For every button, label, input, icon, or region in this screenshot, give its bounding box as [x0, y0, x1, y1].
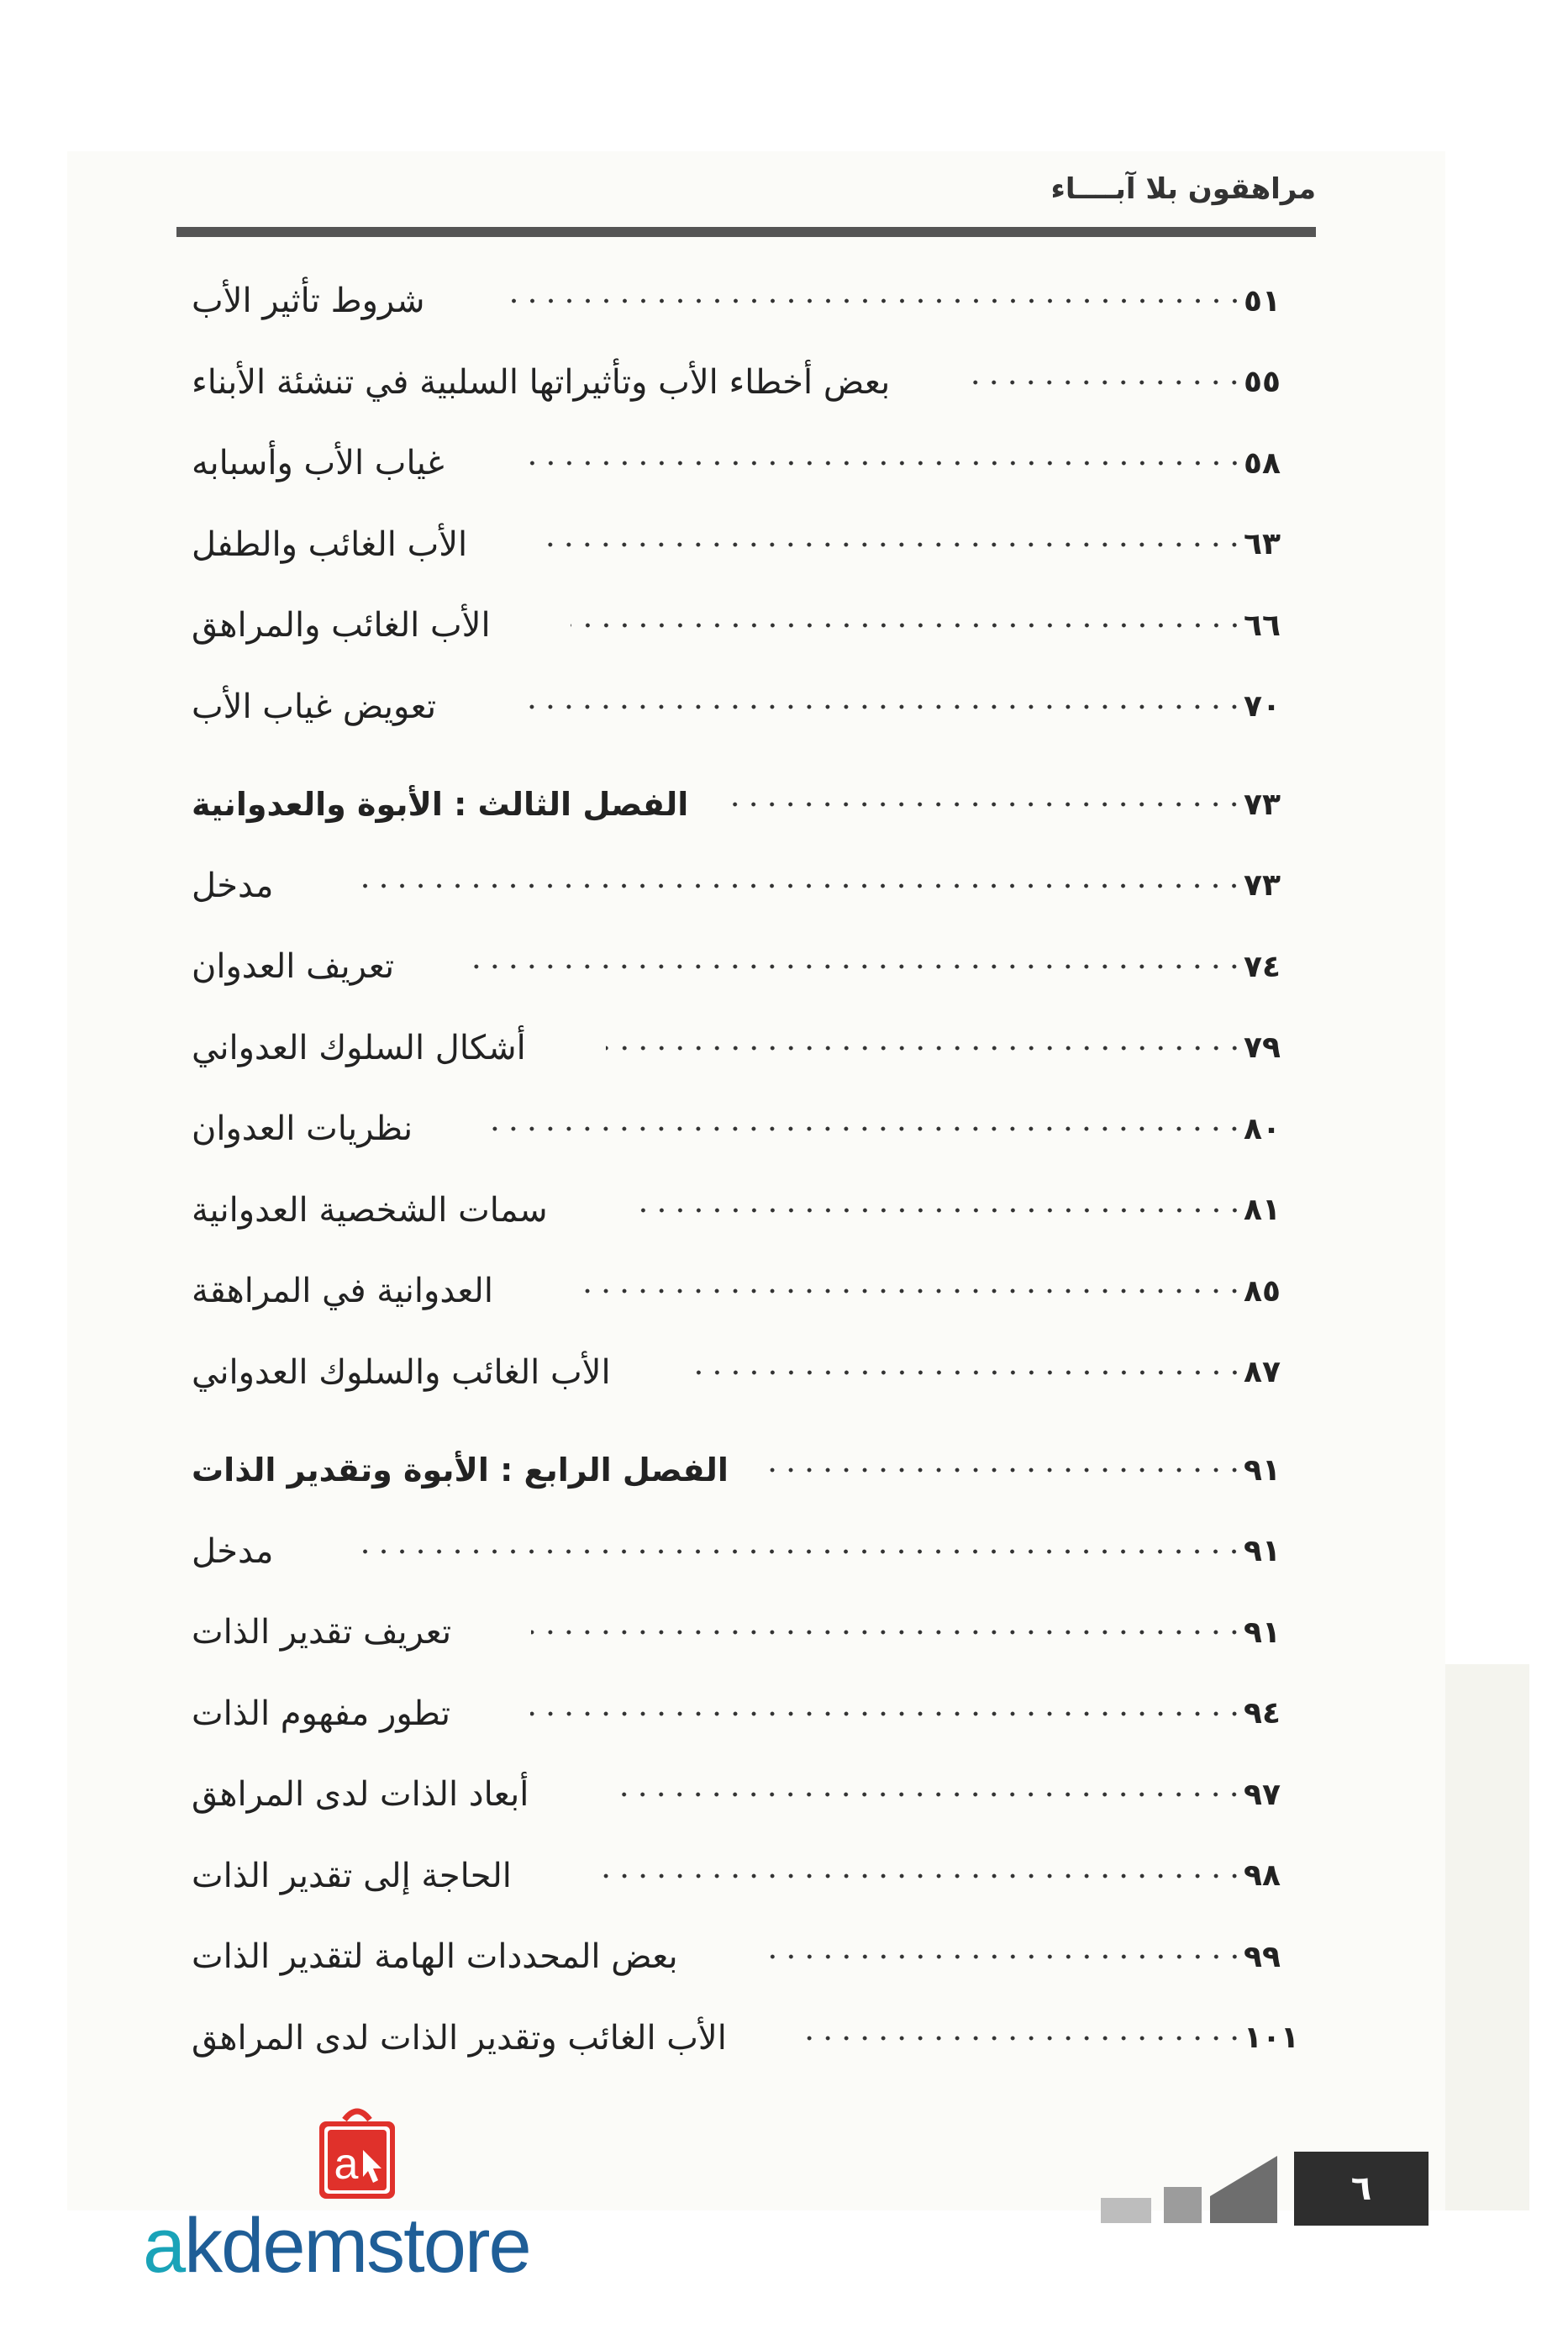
toc-entry-row	[168, 1251, 1319, 1332]
toc-leader-dots	[970, 380, 1244, 385]
toc-title: بعض أخطاء الأب وتأثيراتها السلبية في تنشئة الأبناء	[192, 362, 891, 402]
running-header: مراهقون بلا آبــــاء	[1050, 172, 1316, 206]
toc-leader-dots	[353, 1549, 1244, 1554]
toc-page-number: ٩٤	[1244, 1696, 1281, 1731]
toc-entry-row	[168, 1916, 1319, 1998]
toc-page-number: ٨٧	[1244, 1355, 1281, 1390]
toc-leader-dots	[762, 1467, 1244, 1473]
svg-text:a: a	[334, 2140, 359, 2189]
toc-page-number: ١٠١	[1244, 2021, 1299, 2056]
toc-title: مدخل	[192, 1531, 274, 1571]
toc-entry-row	[168, 667, 1319, 748]
toc-entry-row	[168, 846, 1319, 927]
toc-title: الفصل الثالث : الأبوة والعدوانية	[192, 786, 689, 824]
toc-title: العدوانية في المراهقة	[192, 1272, 493, 1311]
toc-title: تطور مفهوم الذات	[192, 1694, 450, 1733]
footer-decoration	[1101, 2152, 1437, 2227]
toc-entry-row	[168, 1836, 1319, 1917]
toc-entry-row	[168, 423, 1319, 504]
toc-leader-dots	[606, 1046, 1244, 1051]
toc-leader-dots	[691, 1370, 1244, 1375]
toc-entry-row	[168, 1592, 1319, 1673]
toc-title: سمات الشخصية العدوانية	[192, 1190, 548, 1230]
toc-leader-dots	[571, 623, 1244, 628]
toc-leader-dots	[531, 1630, 1244, 1635]
toc-entry-row	[168, 926, 1319, 1008]
table-of-contents	[168, 261, 1319, 2079]
toc-entry-row	[168, 1008, 1319, 1089]
toc-chapter-row	[168, 1430, 1319, 1511]
toc-entry-row	[168, 1088, 1319, 1170]
toc-title: الحاجة إلى تقدير الذات	[192, 1856, 512, 1895]
scan-shading	[1445, 1664, 1529, 2210]
toc-title: مدخل	[192, 866, 274, 905]
toc-entry-row	[168, 1511, 1319, 1593]
toc-chapter-row	[168, 764, 1319, 846]
toc-title: تعويض غياب الأب	[192, 687, 437, 726]
header-rule	[176, 227, 1316, 237]
toc-leader-dots	[505, 298, 1244, 303]
toc-leader-dots	[722, 802, 1244, 807]
toc-title: تعريف العدوان	[192, 947, 395, 987]
toc-leader-dots	[524, 461, 1244, 466]
toc-title: بعض المحددات الهامة لتقدير الذات	[192, 1937, 678, 1977]
toc-title: نظريات العدوان	[192, 1109, 413, 1149]
toc-title: الأب الغائب وتقدير الذات لدى المراهق	[192, 2018, 727, 2058]
toc-page-number: ٨١	[1244, 1193, 1281, 1228]
toc-page-number: ٩٩	[1244, 1939, 1281, 1974]
toc-page-number: ٨٥	[1244, 1273, 1281, 1309]
toc-page-number: ٩١	[1244, 1615, 1281, 1650]
toc-entry-row	[168, 1332, 1319, 1414]
toc-page-number: ٧٩	[1244, 1030, 1281, 1066]
footer-bar	[1101, 2198, 1151, 2223]
toc-entry-row	[168, 504, 1319, 586]
toc-page-number: ٥٨	[1244, 445, 1281, 481]
toc-leader-dots	[758, 1954, 1244, 1959]
toc-leader-dots	[516, 704, 1244, 709]
toc-title: أبعاد الذات لدى المراهق	[192, 1775, 529, 1815]
toc-page-number: ٧٣	[1244, 787, 1281, 822]
toc-title: غياب الأب وأسبابه	[192, 444, 445, 483]
toc-entry-row	[168, 1673, 1319, 1755]
toc-page-number: ٧٤	[1244, 949, 1281, 984]
footer-bar	[1164, 2187, 1202, 2223]
toc-leader-dots	[474, 964, 1244, 969]
toc-page-number: ٩١	[1244, 1452, 1281, 1488]
book-bag-cursor-icon	[311, 2101, 403, 2210]
toc-leader-dots	[608, 1792, 1244, 1797]
toc-entry-row	[168, 1998, 1319, 2079]
toc-entry-row	[168, 1754, 1319, 1836]
toc-leader-dots	[573, 1288, 1244, 1294]
toc-title: شروط تأثير الأب	[192, 282, 425, 321]
toc-title: الأب الغائب والمراهق	[192, 606, 491, 645]
page-number: ٦	[1294, 2152, 1429, 2226]
toc-leader-dots	[592, 1873, 1244, 1878]
toc-leader-dots	[547, 542, 1244, 547]
footer-bar	[1210, 2156, 1277, 2223]
toc-title: الأب الغائب والطفل	[192, 524, 468, 564]
toc-title: الفصل الرابع : الأبوة وتقدير الذات	[192, 1452, 729, 1489]
toc-page-number: ٧٠	[1244, 689, 1281, 725]
toc-entry-row	[168, 261, 1319, 342]
toc-page-number: ٩١	[1244, 1534, 1281, 1569]
toc-page-number: ٦٣	[1244, 527, 1281, 562]
toc-title: أشكال السلوك العدواني	[192, 1028, 526, 1067]
toc-leader-dots	[530, 1711, 1244, 1716]
akdemstore-watermark: akdemstore	[143, 2203, 530, 2289]
toc-page-number: ٥٥	[1244, 365, 1281, 400]
toc-page-number: ٨٠	[1244, 1111, 1281, 1146]
toc-leader-dots	[807, 2036, 1244, 2041]
toc-leader-dots	[628, 1208, 1244, 1213]
toc-page-number: ٩٨	[1244, 1858, 1281, 1894]
toc-page-number: ٩٧	[1244, 1777, 1281, 1812]
toc-title: تعريف تقدير الذات	[192, 1613, 452, 1652]
toc-entry-row	[168, 1170, 1319, 1251]
toc-leader-dots	[492, 1126, 1244, 1131]
toc-page-number: ٦٦	[1244, 608, 1281, 643]
toc-page-number: ٧٣	[1244, 868, 1281, 904]
toc-leader-dots	[353, 883, 1244, 888]
toc-title: الأب الغائب والسلوك العدواني	[192, 1352, 611, 1392]
toc-entry-row	[168, 585, 1319, 667]
toc-page-number: ٥١	[1244, 283, 1281, 319]
toc-entry-row	[168, 342, 1319, 424]
